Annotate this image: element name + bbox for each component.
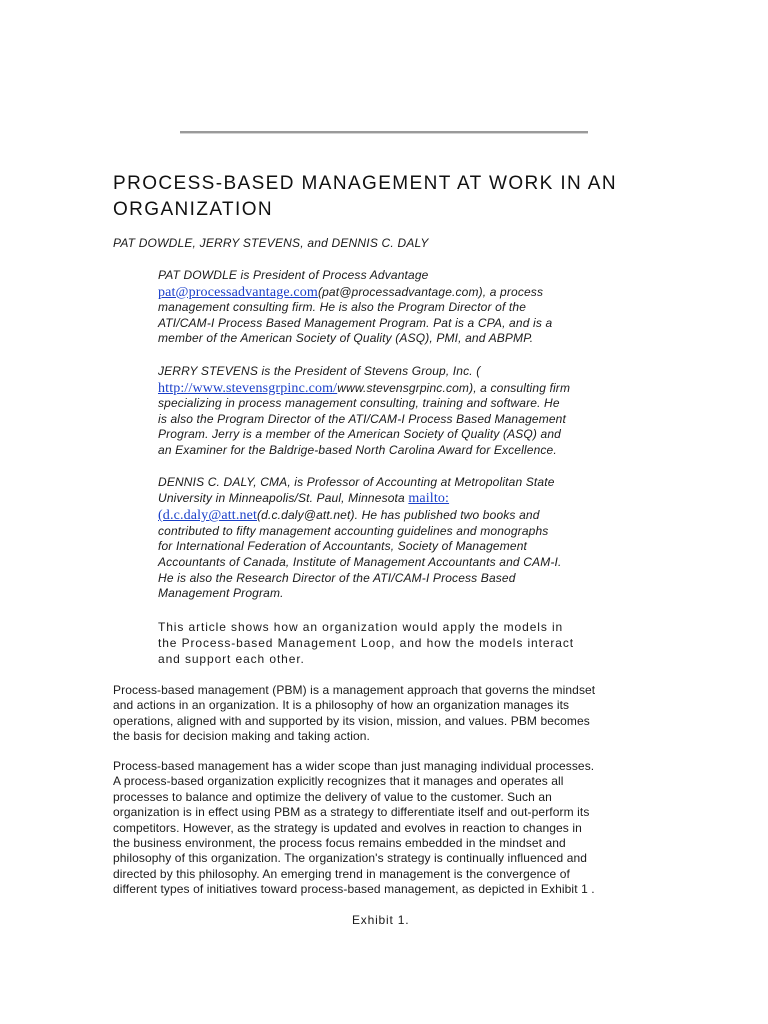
exhibit-caption: Exhibit 1. [352,913,410,927]
bio-daly-line-6: Accountants of Canada, Institute of Management Accountants and CAM-I. [158,554,562,569]
intro-line-2: the Process-based Management Loop, and how the models interact [158,636,575,650]
paragraph-1 [113,683,673,745]
bio-daly-line-5: for International Federation of Accountants, Society of Management [158,539,527,554]
bio-dowdle-line-5: member of the American Society of Quality (ASQ), PMI, and ABPMP. [158,331,534,346]
para2-line-2: A process-based organization explicitly recognizes that it manages and operates all [113,774,564,789]
para2-line-3: processes to balance and optimize the delivery of value to the customer. Such an [113,789,552,804]
bio-daly-line-8: Management Program. [158,586,284,601]
bio-daly-line-4: contributed to fifty management accounting guidelines and monographs [158,523,549,538]
bio-stevens-line-5: Program. Jerry is a member of the American Society of Quality (ASQ) and [158,427,562,442]
author-list: PAT DOWDLE, JERRY STEVENS, and DENNIS C. DALY [113,236,429,250]
bio-daly-line-3: (d.c.daly@att.net). He has published two books and [257,508,540,523]
para2-line-9: different types of initiatives toward process-based management, as depicted in Exhibit 1 . [113,882,595,897]
bio-daly-line-7: He is also the Research Director of the ATI/CAM-I Process Based [158,570,516,585]
bio-stevens-line-3: specializing in process management consulting, training and software. He [158,396,560,411]
para2-line-5: competitors. However, as the strategy is updated and evolves in reaction to changes in [113,820,582,835]
bio-stevens-line-1: JERRY STEVENS is the President of Stevens Group, Inc. ( [158,364,481,378]
para2-line-1: Process-based management has a wider scope than just managing individual processes. [113,759,595,773]
title-line-2: ORGANIZATION [113,199,274,220]
bio-dowdle-line-2: (pat@processadvantage.com), a process [317,284,544,299]
title-line-1: PROCESS-BASED MANAGEMENT AT WORK IN AN [113,173,618,194]
para2-line-4: organization is in effect using PBM as a strategy to differentiate itself and out-perform its [113,805,590,820]
document-title [113,171,673,223]
stevens-website-link[interactable]: http://www.stevensgrpinc.com/ [158,380,338,396]
bio-stevens-line-6: an Examiner for the Baldrige-based North Carolina Award for Excellence. [158,442,557,457]
daly-mailto-link[interactable]: mailto: [408,490,450,506]
intro-line-3: and support each other. [158,652,305,666]
bio-dowdle-line-1: PAT DOWDLE is President of Process Advantage [158,268,429,282]
article-intro [158,619,574,667]
para1-line-3: operations, aligned with and supported by its vision, mission, and values. PBM becomes [113,713,590,728]
header-rule-shadow [180,133,588,134]
bio-dowdle-line-4: ATI/CAM-I Process Based Management Program. Pat is a CPA, and is a [158,315,553,330]
bio-stevens [158,364,628,459]
bio-daly-line-1: DENNIS C. DALY, CMA, is Professor of Accounting at Metropolitan State [158,475,555,489]
bio-dowdle [158,268,628,347]
daly-email-link[interactable]: (d.c.daly@att.net [158,508,258,524]
para2-line-6: the business environment, the process focus remains embedded in the mindset and [113,836,566,851]
para1-line-1: Process-based management (PBM) is a management approach that governs the mindset [113,683,596,697]
bio-dowdle-line-3: management consulting firm. He is also the Program Director of the [158,300,527,315]
para2-line-7: philosophy of this organization. The organization's strategy is continually influenced and [113,851,588,866]
paragraph-2 [113,759,673,898]
bio-daly [158,475,628,602]
para2-line-8: directed by this philosophy. An emerging trend in management is the convergence of [113,866,570,881]
intro-line-1: This article shows how an organization would apply the models in [158,620,564,634]
para1-line-4: the basis for decision making and taking action. [113,729,370,744]
para1-line-2: and actions in an organization. It is a philosophy of how an organization manages its [113,698,570,713]
bio-stevens-line-4: is also the Program Director of the ATI/CAM-I Process Based Management [158,411,566,426]
bio-stevens-line-2: www.stevensgrpinc.com), a consulting firm [337,380,571,395]
bio-daly-line-2: University in Minneapolis/St. Paul, Minnesota [158,490,409,505]
dowdle-email-link[interactable]: pat@processadvantage.com [158,284,318,300]
